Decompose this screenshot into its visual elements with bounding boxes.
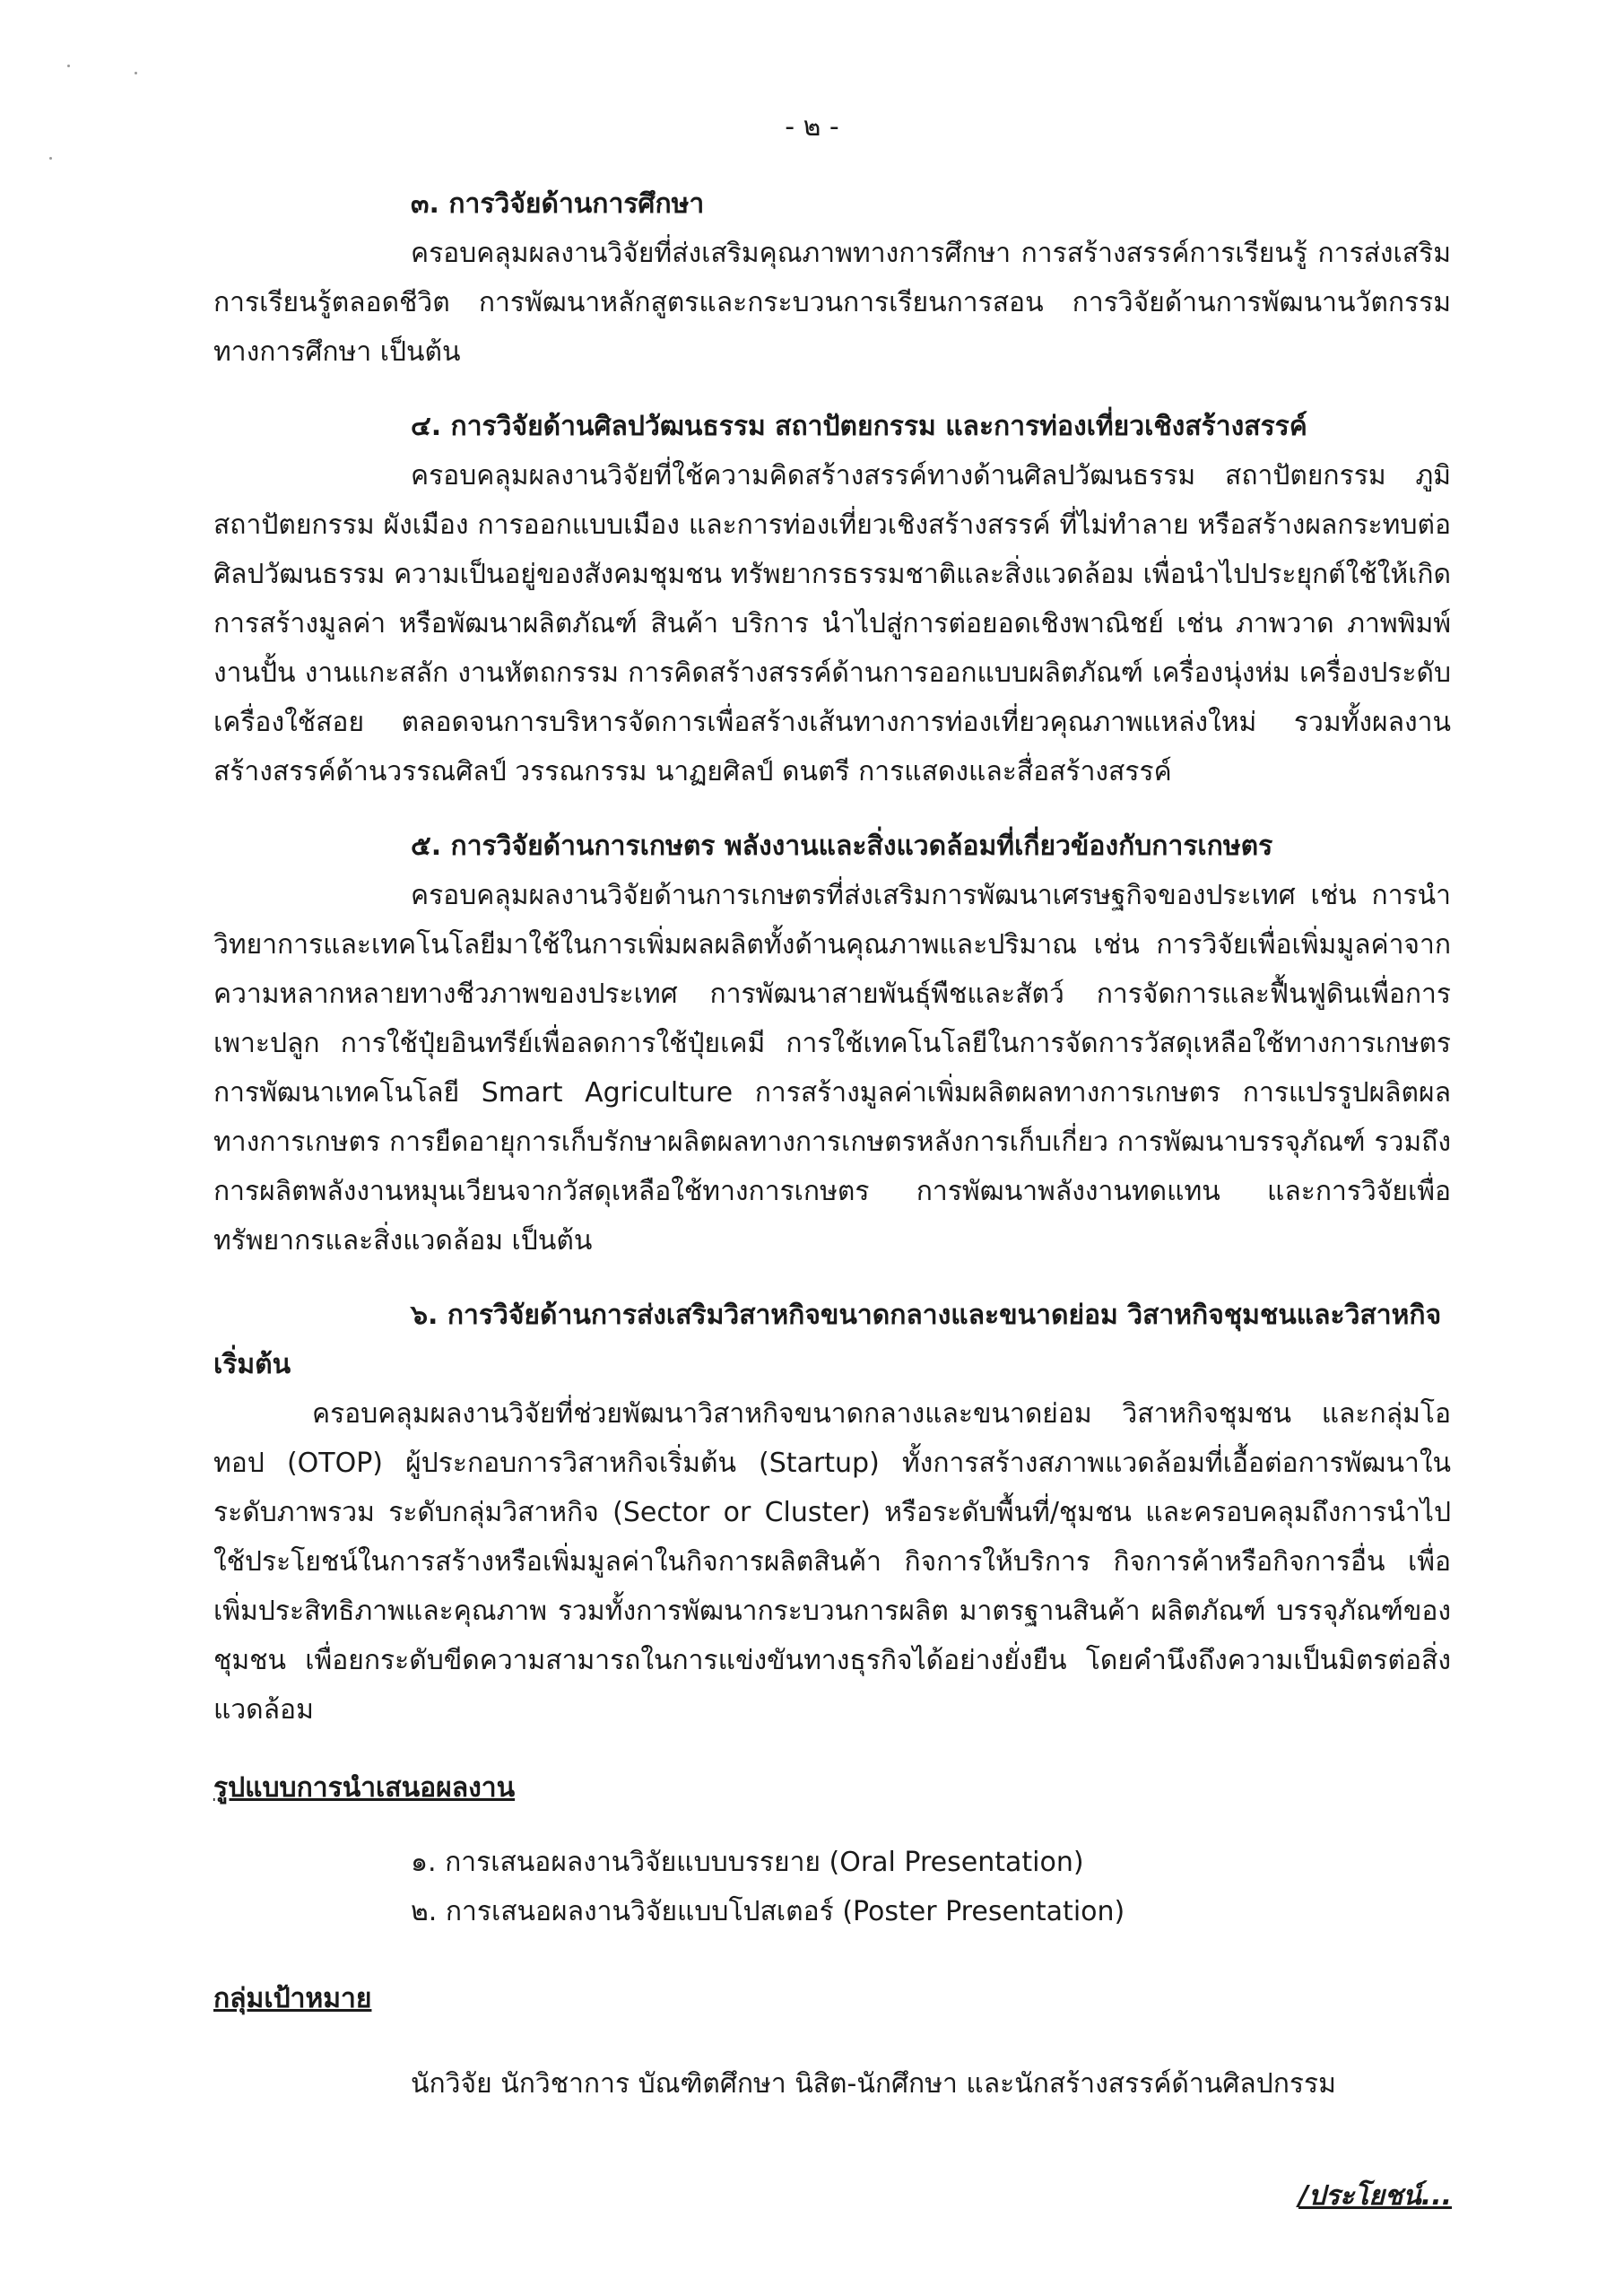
target-group xyxy=(213,1974,1451,2109)
target-title: กลุ่มเป้าหมาย xyxy=(213,1983,372,2014)
section-heading: ๔. การวิจัยด้านศิลปวัฒนธรรม สถาปัตยกรรม และการท่องเที่ยวเชิงสร้างสรรค์ xyxy=(411,411,1307,442)
presentation-item-poster: ๒. การเสนอผลงานวิจัยแบบโปสเตอร์ (Poster Presentation) xyxy=(411,1896,1125,1927)
target-text: นักวิจัย นักวิชาการ บัณฑิตศึกษา นิสิต-นักศึกษา และนักสร้างสรรค์ด้านศิลปกรรม xyxy=(411,2068,1336,2100)
scan-speck xyxy=(135,72,137,74)
section-heading: ๓. การวิจัยด้านการศึกษา xyxy=(411,188,705,220)
presentation-item-oral: ๑. การเสนอผลงานวิจัยแบบบรรยาย (Oral Presentation) xyxy=(411,1847,1084,1878)
section-body: ครอบคลุมผลงานวิจัยด้านการเกษตรที่ส่งเสริมการพัฒนาเศรษฐกิจของประเทศ เช่น การนำวิทยาการและเทคโนโลยีมาใช้ในการเพิ่มผลผลิตทั้งด้านคุณภาพและปริมาณ เช่น การวิจัยเพื่อเพิ่มมูลค่าจากความหลากหลายทางชีวภาพของประเทศ การพัฒนาสายพันธุ์พืชและสัตว์ การจัดการและฟื้นฟูดินเพื่อการเพาะปลูก การใช้ปุ๋ยอินทรีย์เพื่อลดการใช้ปุ๋ยเคมี การใช้เทคโนโลยีในการจัดการวัสดุเหลือใช้ทางการเกษตร การพัฒนาเทคโนโลยี Smart Agriculture การสร้างมูลค่าเพิ่มผลิตผลทางการเกษตร การแปรรูปผลิตผลทางการเกษตร การยืดอายุการเก็บรักษาผลิตผลทางการเกษตรหลังการเก็บเกี่ยว การพัฒนาบรรจุภัณฑ์ รวมถึง การผลิตพลังงานหมุนเวียนจากวัสดุเหลือใช้ทางการเกษตร การพัฒนาพลังงานทดแทน และการวิจัยเพื่อทรัพยากรและสิ่งแวดล้อม เป็นต้น xyxy=(213,880,1451,1257)
section-heading: ๖. การวิจัยด้านการส่งเสริมวิสาหกิจขนาดกลางและขนาดย่อม วิสาหกิจชุมชนและวิสาหกิจเริ่มต้น xyxy=(213,1300,1442,1380)
presentation-title: รูปแบบการนำเสนอผลงาน xyxy=(213,1772,516,1804)
section-body: ครอบคลุมผลงานวิจัยที่ส่งเสริมคุณภาพทางการศึกษา การสร้างสรรค์การเรียนรู้ การส่งเสริมการเรียนรู้ตลอดชีวิต การพัฒนาหลักสูตรและกระบวนการเรียนการสอน การวิจัยด้านการพัฒนานวัตกรรมทางการศึกษา เป็นต้น xyxy=(213,238,1451,368)
scan-speck xyxy=(67,65,70,67)
section-culture xyxy=(213,402,1451,796)
continuation-note: /ประโยชน์... xyxy=(1298,2180,1452,2212)
section-sme xyxy=(213,1291,1451,1735)
section-body: ครอบคลุมผลงานวิจัยที่ใช้ความคิดสร้างสรรค์ทางด้านศิลปวัฒนธรรม สถาปัตยกรรม ภูมิสถาปัตยกรรม ผังเมือง การออกแบบเมือง และการท่องเที่ยวเชิงสร้างสรรค์ ที่ไม่ทำลาย หรือสร้างผลกระทบต่อศิลปวัฒนธรรม ความเป็นอยู่ของสังคมชุมชน ทรัพยากรธรรมชาติและสิ่งแวดล้อม เพื่อนำไปประยุกต์ใช้ให้เกิดการสร้างมูลค่า หรือพัฒนาผลิตภัณฑ์ สินค้า บริการ นำไปสู่การต่อยอดเชิงพาณิชย์ เช่น ภาพวาด ภาพพิมพ์ งานปั้น งานแกะสลัก งานหัตถกรรม การคิดสร้างสรรค์ด้านการออกแบบผลิตภัณฑ์ เครื่องนุ่งห่ม เครื่องประดับ เครื่องใช้สอย ตลอดจนการบริหารจัดการเพื่อสร้างเส้นทางการท่องเที่ยวคุณภาพแหล่งใหม่ รวมทั้งผลงานสร้างสรรค์ด้านวรรณศิลป์ วรรณกรรม นาฏยศิลป์ ดนตรี การแสดงและสื่อสร้างสรรค์ xyxy=(213,460,1451,787)
page-number: - ๒ - xyxy=(785,111,839,143)
section-heading: ๕. การวิจัยด้านการเกษตร พลังงานและสิ่งแวดล้อมที่เกี่ยวข้องกับการเกษตร xyxy=(411,831,1273,862)
section-agriculture xyxy=(213,822,1451,1265)
presentation-formats xyxy=(213,1763,1451,1936)
section-education xyxy=(213,179,1451,377)
section-body: ครอบคลุมผลงานวิจัยที่ช่วยพัฒนาวิสาหกิจขนาดกลางและขนาดย่อม วิสาหกิจชุมชน และกลุ่มโอทอป (OTOP) ผู้ประกอบการวิสาหกิจเริ่มต้น (Startup) ทั้งการสร้างสภาพแวดล้อมที่เอื้อต่อการพัฒนาในระดับภาพรวม ระดับกลุ่มวิสาหกิจ (Sector or Cluster) หรือระดับพื้นที่/ชุมชน และครอบคลุมถึงการนำไปใช้ประโยชน์ในการสร้างหรือเพิ่มมูลค่าในกิจการผลิตสินค้า กิจการให้บริการ กิจการค้าหรือกิจการอื่น เพื่อเพิ่มประสิทธิภาพและคุณภาพ รวมทั้งการพัฒนากระบวนการผลิต มาตรฐานสินค้า ผลิตภัณฑ์ บรรจุภัณฑ์ของชุมชน เพื่อยกระดับขีดความสามารถในการแข่งขันทางธุรกิจได้อย่างยั่งยืน โดยคำนึงถึงความเป็นมิตรต่อสิ่งแวดล้อม xyxy=(213,1398,1451,1726)
scan-speck xyxy=(49,157,52,160)
document-body xyxy=(213,179,1451,2135)
